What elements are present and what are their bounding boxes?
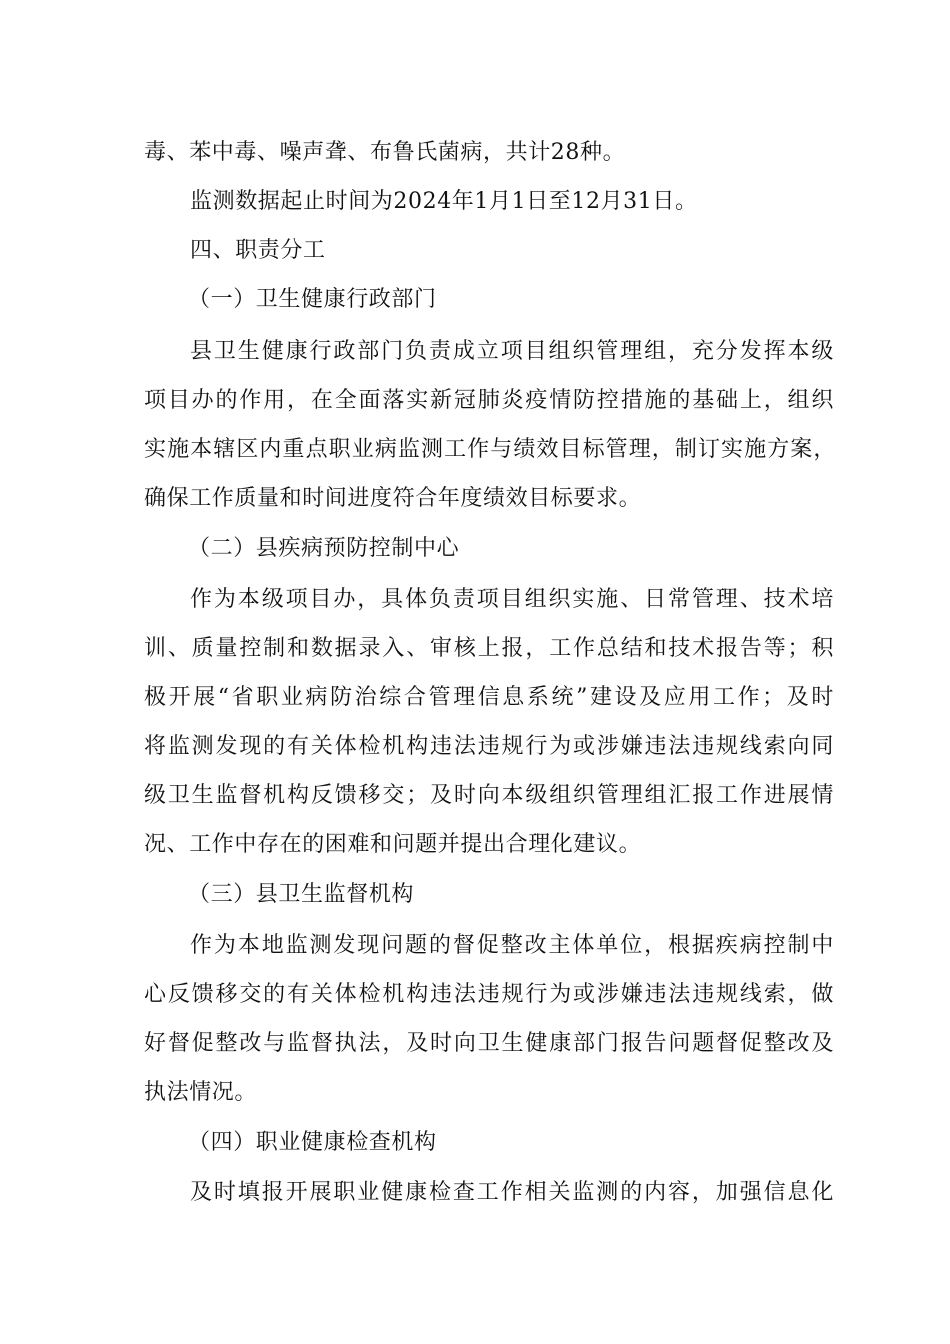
paragraph-line: 作为本地监测发现问题的督促整改主体单位，根据疾病控制中	[190, 933, 834, 958]
paragraph-line: 级卫生监督机构反馈移交；及时向本级组织管理组汇报工作进展情	[144, 783, 834, 808]
section-heading: 四、职责分工	[190, 238, 326, 263]
paragraph-line: 况、工作中存在的困难和问题并提出合理化建议。	[144, 832, 642, 857]
subsection-heading: （三）县卫生监督机构	[188, 882, 415, 907]
subsection-heading: （一）卫生健康行政部门	[188, 287, 437, 312]
paragraph-line: 及时填报开展职业健康检查工作相关监测的内容，加强信息化	[190, 1180, 834, 1205]
paragraph-line: 监测数据起止时间为2024年1月1日至12月31日。	[190, 189, 698, 214]
paragraph-line: 将监测发现的有关体检机构违法违规行为或涉嫌违法违规线索向同	[144, 734, 834, 759]
paragraph-line: 实施本辖区内重点职业病监测工作与绩效目标管理，制订实施方案，	[144, 437, 836, 462]
paragraph-line: 作为本级项目办，具体负责项目组织实施、日常管理、技术培	[190, 587, 834, 612]
paragraph-line: 好督促整改与监督执法，及时向卫生健康部门报告问题督促整改及	[144, 1031, 834, 1056]
paragraph-line: 执法情况。	[144, 1080, 258, 1105]
paragraph-line: 心反馈移交的有关体检机构违法违规行为或涉嫌违法违规线索，做	[144, 982, 834, 1007]
subsection-heading: （二）县疾病预防控制中心	[188, 536, 460, 561]
paragraph-line: 训、质量控制和数据录入、审核上报，工作总结和技术报告等；积	[144, 636, 834, 661]
paragraph-line: 毒、苯中毒、噪声聋、布鲁氏菌病，共计28种。	[144, 140, 626, 165]
paragraph-line: 项目办的作用，在全面落实新冠肺炎疫情防控措施的基础上，组织	[144, 388, 834, 413]
paragraph-line: 县卫生健康行政部门负责成立项目组织管理组，充分发挥本级	[190, 339, 834, 364]
subsection-heading: （四）职业健康检查机构	[188, 1130, 437, 1155]
paragraph-line: 极开展“省职业病防治综合管理信息系统”建设及应用工作；及时	[144, 685, 834, 710]
paragraph-line: 确保工作质量和时间进度符合年度绩效目标要求。	[144, 486, 642, 511]
